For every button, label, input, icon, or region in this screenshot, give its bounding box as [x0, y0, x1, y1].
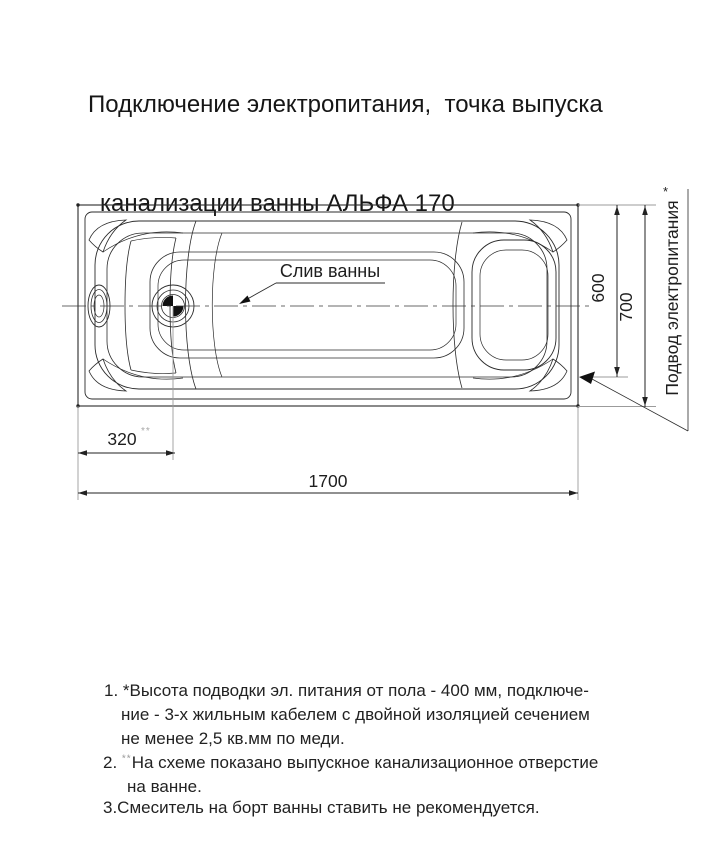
note-1-line-3: не менее 2,5 кв.мм по меди.: [121, 729, 345, 748]
arrow-icon: [642, 206, 648, 215]
pad-arc-bl: [103, 359, 183, 379]
arrow-icon: [614, 367, 620, 376]
arrow-icon: [78, 450, 87, 456]
arrow-icon: [78, 490, 87, 496]
foot-seat-contour: [472, 240, 556, 370]
pad-arc-br: [473, 359, 553, 379]
power-arrow-icon: [579, 372, 595, 385]
foot-seat-inner: [480, 250, 548, 360]
tub-outer-rim: [78, 205, 578, 406]
note-2-line-2: на ванне.: [127, 777, 202, 796]
seam-left-inner: [212, 233, 222, 377]
dimension-power-height: [588, 205, 620, 377]
page-title-line2: канализации ванны АЛЬФА 170: [100, 190, 455, 217]
dim-value-1700: 1700: [308, 471, 348, 491]
pad-bottom-right: [530, 359, 567, 391]
dim-value-320: 320: [107, 429, 137, 449]
drain-quadrant-br: [173, 306, 184, 317]
dim-value-700: 700: [616, 292, 636, 322]
note-2-mark: **: [121, 753, 132, 765]
note-2-number: 2.: [103, 753, 122, 772]
pad-bottom-left: [89, 359, 126, 391]
headrest-left-edge: [125, 241, 131, 370]
arrow-icon: [614, 206, 620, 215]
power-label-mark: *: [663, 184, 669, 199]
arrow-icon: [569, 490, 578, 496]
dimension-length: [78, 471, 578, 496]
note-1-line-2: ние - 3-х жильным кабелем с двойной изоляцией сечением: [121, 705, 590, 724]
drain-quadrant-tl: [163, 296, 174, 307]
dimension-drain-offset: [78, 426, 175, 456]
pad-top-left: [89, 220, 126, 252]
dim-mark-320: **: [141, 426, 151, 437]
drain-callout: [239, 261, 385, 304]
extension-lines: [78, 205, 656, 500]
drain-label: Слив ванны: [279, 261, 381, 281]
arrow-icon: [166, 450, 175, 456]
note-2-text: На схеме показано выпускное канализационное отверстие: [131, 753, 599, 772]
dim-value-600: 600: [588, 273, 608, 303]
note-2-line-1: [103, 753, 598, 773]
power-label: Подвод электропитания: [662, 200, 682, 396]
corner-dot: [76, 203, 79, 206]
arrow-icon: [642, 397, 648, 406]
seam-right: [453, 222, 462, 388]
page-title-line1: Подключение электропитания, точка выпуска: [88, 91, 603, 118]
headrest-bottom-edge: [131, 370, 176, 374]
headrest-top-edge: [131, 237, 176, 241]
pad-arc-tl: [103, 232, 183, 252]
note-3-line-1: 3.Смеситель на борт ванны ставить не рекомендуется.: [103, 798, 540, 817]
arrow-icon: [239, 296, 251, 305]
note-1-line-1: 1. *Высота подводки эл. питания от пола - 400 мм, подключе-: [104, 681, 589, 700]
bathtub-outline: [78, 205, 578, 406]
